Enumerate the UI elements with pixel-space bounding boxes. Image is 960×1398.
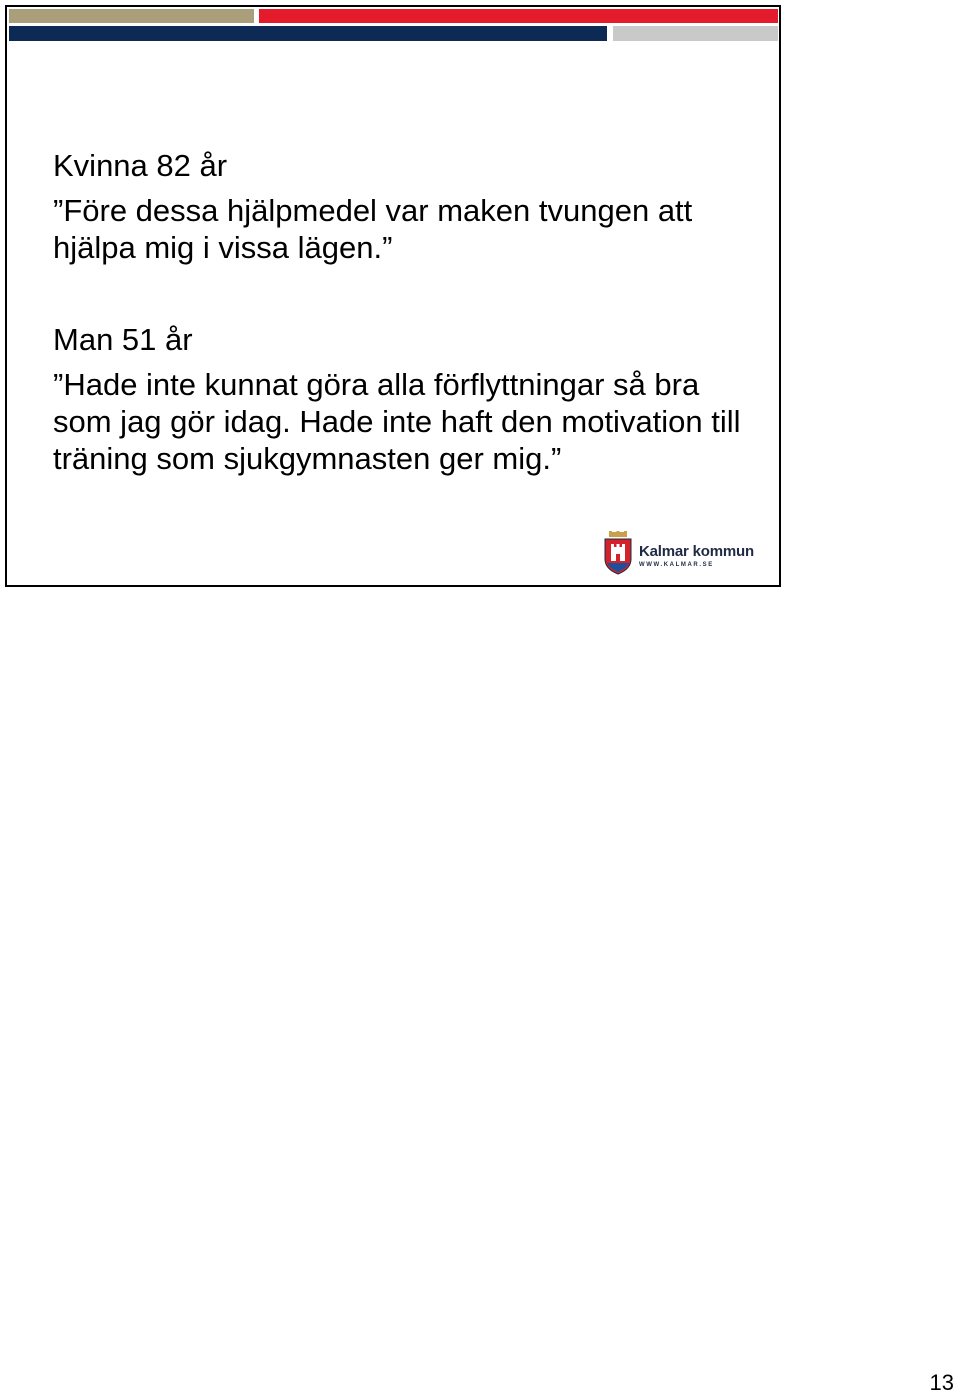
header-bar-navy xyxy=(9,26,607,41)
quote-block-2 xyxy=(53,321,753,477)
logo-name: Kalmar kommun xyxy=(639,543,754,560)
quote-speaker: Man 51 år xyxy=(53,322,193,357)
quote-speaker: Kvinna 82 år xyxy=(53,148,228,183)
quote-text: ”Hade inte kunnat göra alla förflyttningar så bra som jag gör idag. Hade inte haft den motivation till träning som sjukgymnasten ger mig.” xyxy=(53,367,741,476)
header-bar-gray xyxy=(613,26,778,41)
header-bar-red xyxy=(259,9,778,23)
slide xyxy=(5,5,781,587)
logo-url: WWW.KALMAR.SE xyxy=(639,562,714,568)
header-bar-olive xyxy=(9,9,254,23)
page-number: 13 xyxy=(929,1370,954,1395)
kalmar-kommun-logo xyxy=(603,531,753,577)
quote-text: ”Före dessa hjälpmedel var maken tvungen att hjälpa mig i vissa lägen.” xyxy=(53,193,693,265)
kalmar-crest-icon xyxy=(603,531,633,575)
quote-block-1 xyxy=(53,147,753,266)
